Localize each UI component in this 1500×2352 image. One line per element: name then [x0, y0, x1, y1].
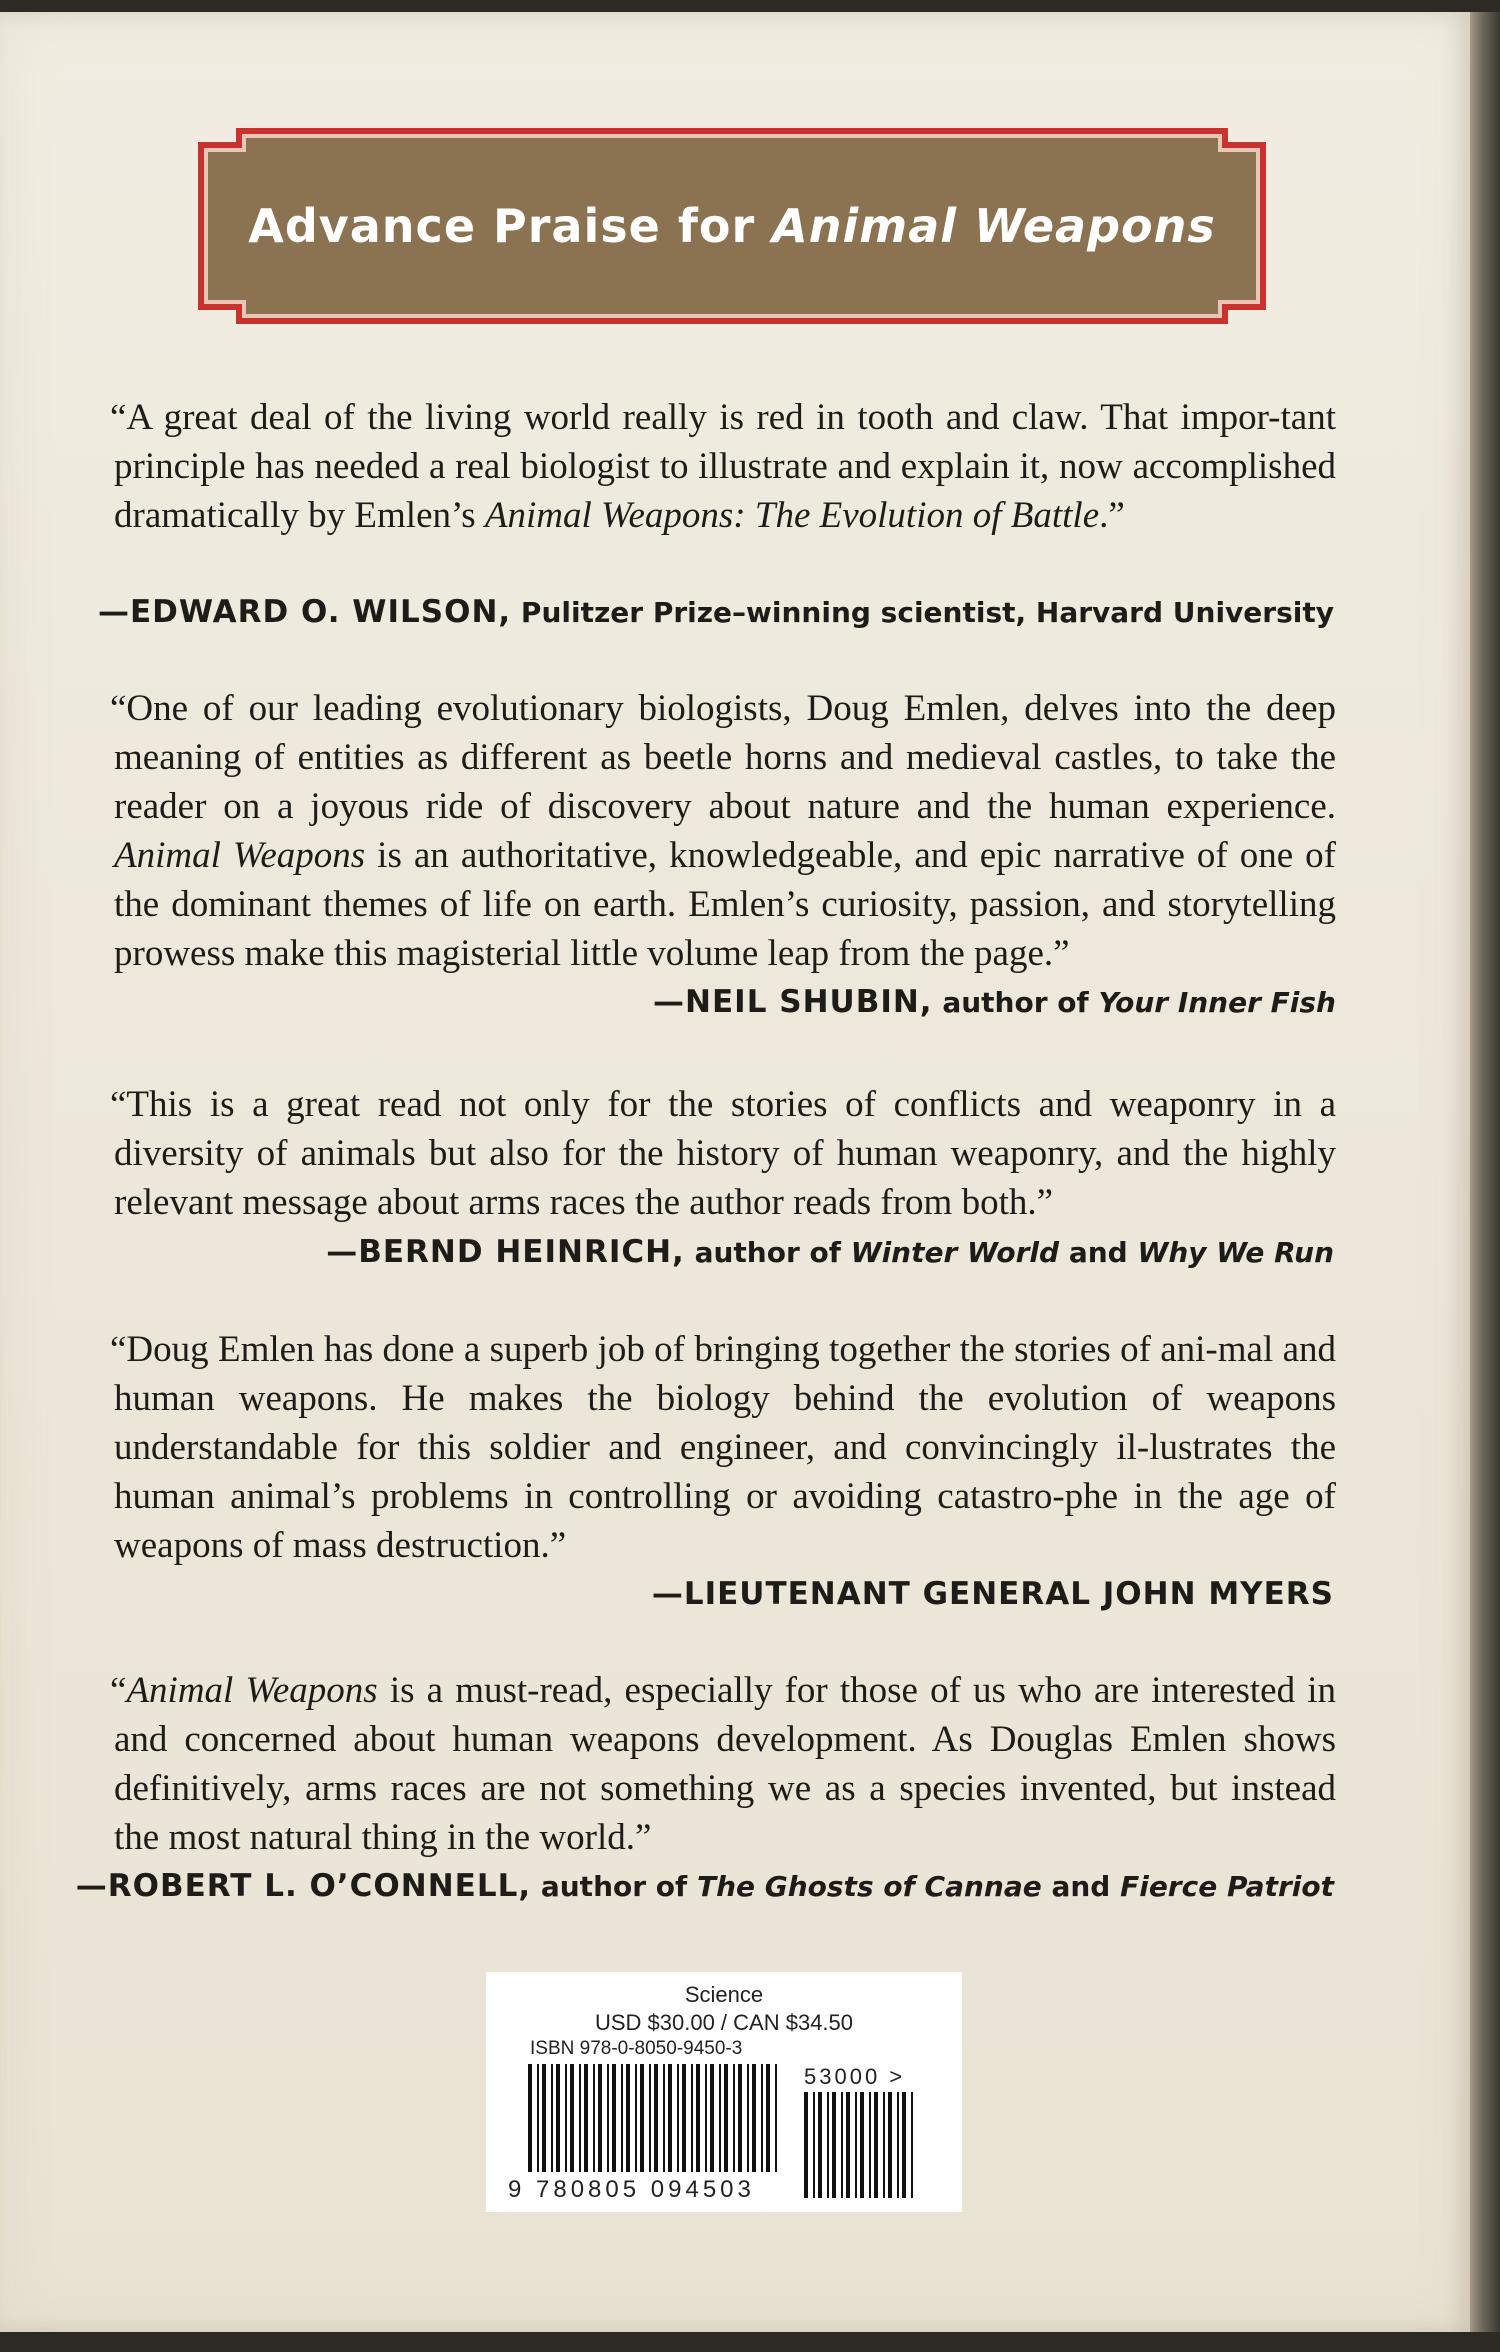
barcode-bar	[869, 2092, 871, 2198]
barcode-bar	[551, 2064, 553, 2172]
barcode-bar	[733, 2064, 735, 2172]
banner-title: Advance Praise for Animal Weapons	[248, 199, 1216, 253]
attribution-2: —NEIL SHUBIN, author of Your Inner Fish	[653, 984, 1336, 1020]
barcode-bar	[897, 2092, 899, 2198]
barcode-bar	[841, 2092, 843, 2198]
barcode-bar	[719, 2064, 721, 2172]
barcode-bar	[635, 2064, 637, 2172]
cover-edge	[1470, 12, 1500, 2332]
barcode-bar	[766, 2064, 770, 2172]
barcode-bar	[556, 2064, 560, 2172]
barcode-bar	[654, 2064, 658, 2172]
barcode-bar	[761, 2064, 763, 2172]
barcode-bar	[579, 2064, 581, 2172]
barcode-bar	[607, 2064, 609, 2172]
attribution-5: —ROBERT L. O’CONNELL, author of The Ghosts of Cannae and Fierce Patriot	[75, 1868, 1334, 1904]
barcode-bar	[883, 2092, 885, 2198]
barcode-bar	[565, 2064, 567, 2172]
barcode-bar	[612, 2064, 616, 2172]
barcode-bar	[855, 2092, 857, 2198]
barcode-bar	[626, 2064, 630, 2172]
barcode-bar	[677, 2064, 679, 2172]
barcode-bar	[860, 2092, 864, 2198]
barcode-bar	[902, 2092, 906, 2198]
barcode-bar	[668, 2064, 672, 2172]
barcode-bar	[537, 2064, 539, 2172]
barcode-bar	[813, 2092, 815, 2198]
barcode-category: Science	[684, 1982, 764, 2007]
barcode-bar	[724, 2064, 728, 2172]
barcode-label	[486, 1972, 962, 2212]
barcode-bar	[710, 2064, 714, 2172]
barcode-bar	[752, 2064, 756, 2172]
attribution-4: —LIEUTENANT GENERAL JOHN MYERS	[651, 1576, 1334, 1612]
quote-3: “This is a great read not only for the stories of conflicts and weaponry in a diversity of animals but also for the history of human weaponry, and the highly relevant message about arms races the author reads from both.”	[110, 1084, 1336, 1223]
barcode-bar	[846, 2092, 850, 2198]
barcode-bar	[691, 2064, 693, 2172]
barcode-digits: 9 780805 094503	[508, 2176, 755, 2203]
barcode-bar	[747, 2064, 749, 2172]
barcode-bar	[832, 2092, 836, 2198]
barcode-bar	[738, 2064, 742, 2172]
barcode-isbn: ISBN 978-0-8050-9450-3	[530, 2038, 743, 2059]
barcode-addon-digits: 53000 >	[804, 2064, 906, 2089]
barcode-bar	[528, 2064, 532, 2172]
barcode-price: USD $30.00 / CAN $34.50	[594, 2010, 854, 2035]
barcode-bar	[584, 2064, 588, 2172]
barcode-bar	[542, 2064, 546, 2172]
barcode-bar	[818, 2092, 822, 2198]
attribution-3: —BERND HEINRICH, author of Winter World and Why We Run	[326, 1234, 1334, 1270]
barcode-bar	[640, 2064, 644, 2172]
barcode-bar	[682, 2064, 686, 2172]
quote-1: “A great deal of the living world really is red in tooth and claw. That impor-tant principle has needed a real biologist to illustrate and explain it, now accomplished dramatically by Emlen’s Animal Weapons: The Evolution of Battle.”	[110, 397, 1336, 536]
quote-4: “Doug Emlen has done a superb job of bringing together the stories of ani-mal and human weapons. He makes the biology behind the evolution of weapons understandable for this soldier and engineer, and convincingly il-lustrates the human animal’s problems in controlling or avoiding catastro-phe in the age of weapons of mass destruction.”	[110, 1329, 1336, 1566]
barcode-bar	[804, 2092, 808, 2198]
barcode-bar	[696, 2064, 700, 2172]
barcode-bar	[598, 2064, 602, 2172]
barcode-bar	[705, 2064, 707, 2172]
barcode-bar	[775, 2064, 777, 2172]
barcode-bar	[649, 2064, 651, 2172]
barcode-bar	[888, 2092, 892, 2198]
barcode-bar	[874, 2092, 878, 2198]
quote-5: “Animal Weapons is a must-read, especially for those of us who are interested in and concerned about human weapons development. As Douglas Emlen shows definitively, arms races are not something we as a species invented, but instead the most natural thing in the world.”	[110, 1670, 1336, 1858]
barcode-bar	[827, 2092, 829, 2198]
praise-banner	[198, 128, 1266, 324]
barcode-bar	[621, 2064, 623, 2172]
quote-2: “One of our leading evolutionary biologists, Doug Emlen, delves into the deep meaning of entities as different as beetle horns and medieval castles, to take the reader on a joyous ride of discovery about nature and the human experience. Animal Weapons is an authoritative, knowledgeable, and epic narrative of one of the dominant themes of life on earth. Emlen’s curiosity, passion, and storytelling prowess make this magisterial little volume leap from the page.” —NEIL SHUBIN, author of Your Inner Fish	[114, 684, 1336, 1027]
attribution-1: —EDWARD O. WILSON, Pulitzer Prize–winning scientist, Harvard University	[97, 594, 1334, 630]
barcode-bar	[911, 2092, 913, 2198]
barcode-bar	[570, 2064, 574, 2172]
barcode-bar	[593, 2064, 595, 2172]
barcode-bar	[663, 2064, 665, 2172]
